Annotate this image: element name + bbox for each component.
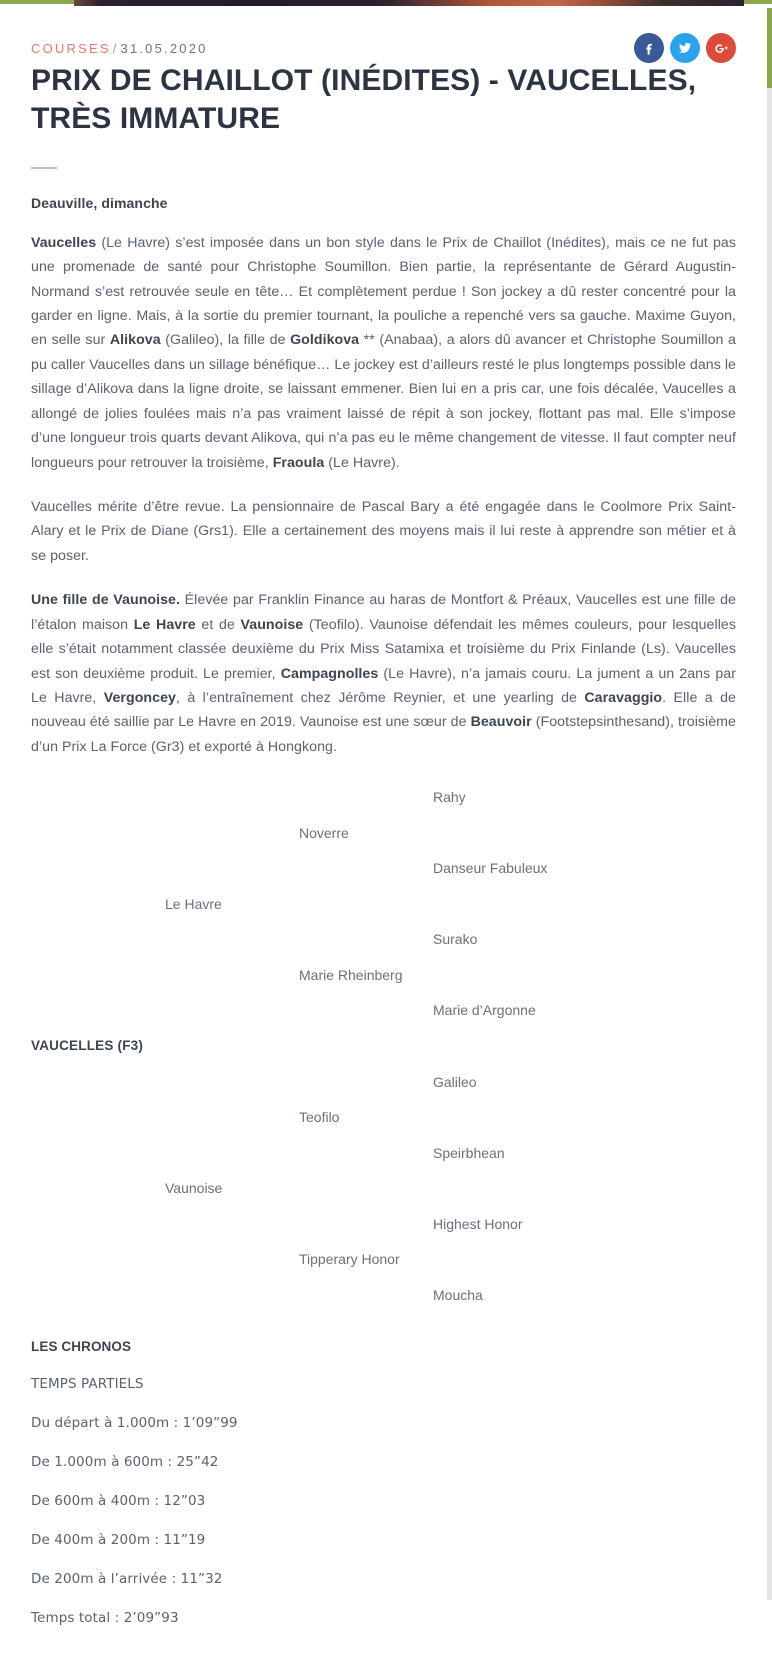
p1-text-a: (Le Havre) s’est imposée dans un bon style dans le Prix de Chaillot (Inédites), mais ce ne fut pas une promenade de santé pour Christophe Soumillon. Bien partie, la représentante de Gérard Augustin-Normand s’est retrouvée seule en tête… Et complètement perdue ! Son jockey a dû rester concentré pour la garder en ligne. Mais, à la sortie du premier tournant, la pouliche a repenché vers sa gauche. Maxime Guyon, en selle sur bbox=[31, 234, 736, 349]
article-paragraph-1 bbox=[31, 231, 736, 475]
horse-alikova: Alikova bbox=[109, 332, 161, 349]
pedigree-node-sire-dam-dam: Marie d’Argonne bbox=[433, 1002, 536, 1019]
chronos-section bbox=[31, 1339, 736, 1666]
p1-text-c: (Galileo), la fille de bbox=[160, 332, 291, 349]
hero-image-bottom-strip bbox=[0, 0, 772, 8]
breadcrumb bbox=[31, 41, 208, 56]
twitter-share-button[interactable] bbox=[670, 33, 700, 63]
pedigree-node-sire-sire-sire: Rahy bbox=[433, 789, 466, 806]
p3-text-a: Élevée par Franklin Finance au haras de Montfort & Préaux, Vaucelles est une fille de l’étalon maison bbox=[31, 592, 736, 633]
facebook-icon bbox=[641, 40, 657, 56]
pedigree-node-dam-dam-sire: Highest Honor bbox=[433, 1216, 523, 1233]
horse-vaunoise: Vaunoise bbox=[240, 616, 304, 633]
pedigree-node-dam: Vaunoise bbox=[165, 1180, 223, 1197]
top-accent-bar-left bbox=[0, 0, 74, 4]
chronos-subheading: TEMPS PARTIELS bbox=[31, 1376, 144, 1393]
chronos-split: De 200m à l’arrivée : 11”32 bbox=[31, 1571, 223, 1588]
category-link[interactable]: COURSES bbox=[31, 40, 111, 56]
right-edge-divider bbox=[767, 88, 772, 1600]
article-page bbox=[0, 8, 772, 1666]
page-title: PRIX DE CHAILLOT (INÉDITES) - VAUCELLES, TRÈS IMMATURE bbox=[31, 64, 697, 136]
publish-date: 31.05.2020 bbox=[120, 40, 208, 56]
p1-text-e: (Le Havre). bbox=[324, 454, 400, 471]
pedigree-node-subject: VAUCELLES (F3) bbox=[31, 1038, 144, 1054]
article-paragraph-2: Vaucelles mérite d’être revue. La pensionnaire de Pascal Bary a été engagée dans le Coolmore Prix Saint-Alary et le Prix de Diane (Grs1). Elle a certainement des moyens mais il lui reste à apprendre son métier et à se poser. bbox=[31, 499, 736, 564]
pedigree-node-sire-dam: Marie Rheinberg bbox=[299, 967, 403, 984]
horse-goldikova: Goldikova bbox=[290, 332, 360, 349]
p3-text-e: , à l’entraînement chez Jérôme Reynier, et une yearling de bbox=[175, 689, 585, 706]
pedigree-node-dam-dam: Tipperary Honor bbox=[299, 1251, 400, 1268]
horse-beauvoir: Beauvoir bbox=[470, 714, 532, 731]
article-paragraph-3 bbox=[31, 588, 736, 759]
p3-text-c: (Teofilo). Vaunoise défendait les mêmes couleurs, pour lesquelles elle s’était notamment classée deuxième du Prix Miss Satamixa et troisième du Prix Finlande (Ls). Vaucelles est son deuxième produit. Le premier, bbox=[31, 616, 736, 682]
chronos-total: Temps total : 2’09”93 bbox=[31, 1610, 179, 1627]
pedigree-node-sire-sire-dam: Danseur Fabuleux bbox=[433, 860, 548, 877]
chronos-split: De 1.000m à 600m : 25”42 bbox=[31, 1454, 219, 1471]
chronos-split: De 400m à 200m : 11”19 bbox=[31, 1532, 206, 1549]
twitter-icon bbox=[677, 40, 693, 56]
p3-text-f: . Elle a de nouveau été saillie par Le Havre en 2019. Vaunoise est une sœur de bbox=[31, 689, 736, 731]
pedigree-node-sire: Le Havre bbox=[165, 896, 222, 913]
pedigree-node-dam-dam-dam: Moucha bbox=[433, 1287, 483, 1304]
horse-le-havre: Le Havre bbox=[133, 616, 196, 633]
pedigree-node-sire-dam-sire: Surako bbox=[433, 931, 478, 948]
p3-text-b: et de bbox=[195, 616, 241, 633]
article-content bbox=[0, 8, 772, 1666]
horse-campagnolles: Campagnolles bbox=[280, 665, 379, 682]
chronos-split: De 600m à 400m : 12”03 bbox=[31, 1493, 206, 1510]
breadcrumb-separator: / bbox=[112, 40, 119, 56]
top-accent-bar-right bbox=[744, 0, 772, 4]
pedigree-node-dam-sire: Teofilo bbox=[299, 1109, 340, 1126]
title-divider bbox=[31, 167, 57, 169]
chronos-heading: LES CHRONOS bbox=[31, 1339, 132, 1355]
hero-image-sliver bbox=[74, 0, 744, 6]
chronos-split: Du départ à 1.000m : 1’09”99 bbox=[31, 1415, 238, 1432]
horse-fraoula: Fraoula bbox=[272, 454, 325, 471]
horse-caravaggio: Caravaggio bbox=[584, 689, 663, 706]
lead-horse-name: Vaucelles bbox=[31, 234, 97, 251]
pedigree-node-dam-sire-sire: Galileo bbox=[433, 1074, 477, 1091]
p3-lead: Une fille de Vaunoise. bbox=[31, 592, 180, 609]
right-edge-accent bbox=[767, 8, 772, 88]
article-meta-row bbox=[31, 8, 736, 56]
pedigree-chart bbox=[31, 779, 736, 1319]
google-plus-icon bbox=[713, 40, 730, 57]
p1-text-d: ** (Anabaa), a alors dû avancer et Christophe Soumillon a pu caller Vaucelles dans un sillage bénéfique… Le jockey est d’ailleurs resté le plus longtemps possible dans le sillage d’Alikova dans la ligne droite, se laissant emmener. Bien lui en a pris car, une fois décalée, Vaucelles a allongé de jolies foulées mais n’a pas vraiment laissé de répit à son jockey, flottant pas mal. Elle s’impose d’une longueur trois quarts devant Alikova, qui n’a pas eu le même changement de vitesse. Il faut compter neuf longueurs pour retrouver la troisième, bbox=[31, 332, 736, 471]
facebook-share-button[interactable] bbox=[634, 33, 664, 63]
social-share-group bbox=[634, 33, 736, 63]
p3-text-g: (Footstepsinthesand), troisième d’un Prix La Force (Gr3) et exporté à Hongkong. bbox=[31, 714, 736, 755]
google-plus-share-button[interactable] bbox=[706, 33, 736, 63]
p3-text-d: (Le Havre), n’a jamais couru. La jument a un 2ans par Le Havre, bbox=[31, 665, 736, 706]
horse-vergoncey: Vergoncey bbox=[103, 689, 176, 706]
pedigree-node-dam-sire-dam: Speirbhean bbox=[433, 1145, 505, 1162]
article-subhead: Deauville, dimanche bbox=[31, 194, 168, 211]
pedigree-node-sire-sire: Noverre bbox=[299, 825, 349, 842]
